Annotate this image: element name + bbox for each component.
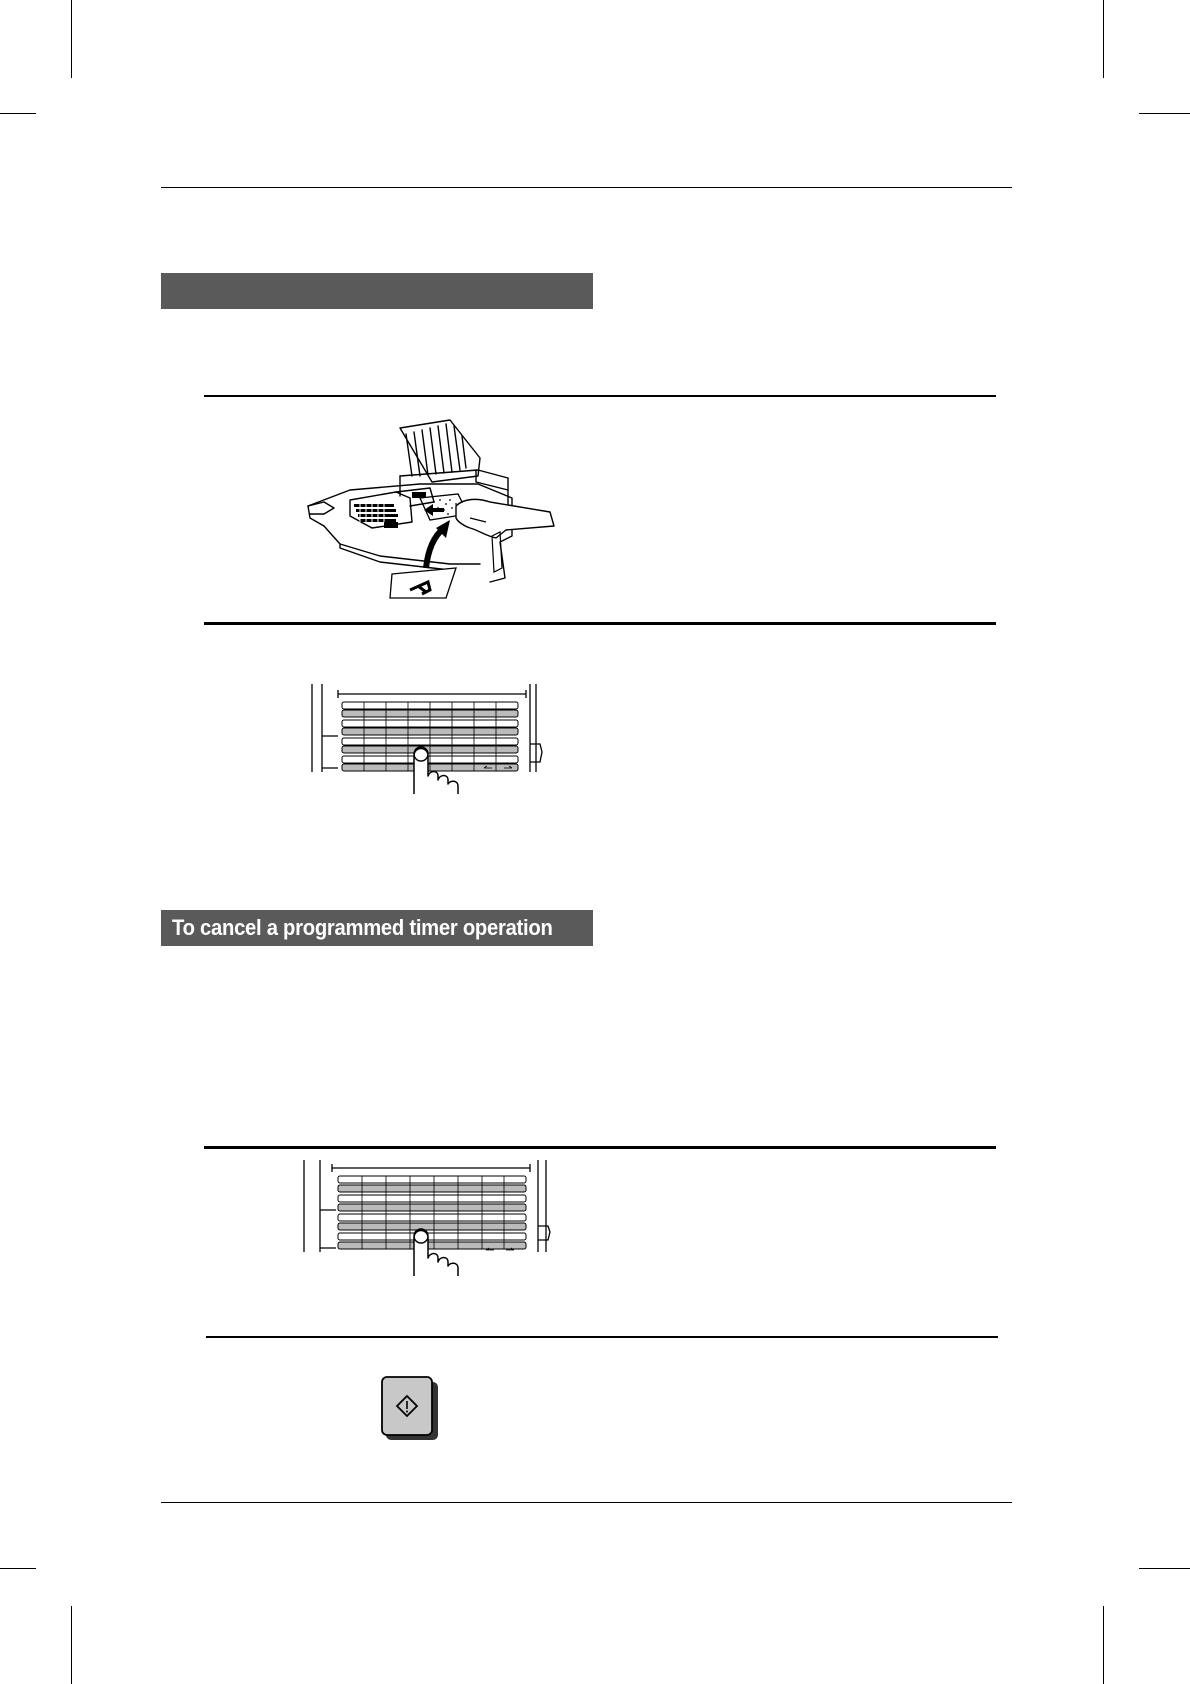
- crop-mark: [1103, 0, 1104, 78]
- crop-mark: [1139, 1568, 1190, 1569]
- step-rule: [204, 1146, 996, 1149]
- one-touch-keypad-press-1: [308, 682, 548, 794]
- one-touch-keypad-press-2: [300, 1158, 550, 1276]
- start-key[interactable]: [380, 1374, 442, 1444]
- section-header-bar-cancel: [161, 910, 593, 946]
- step-rule: [204, 395, 996, 397]
- step-rule: [204, 622, 996, 625]
- crop-mark: [1103, 1606, 1104, 1684]
- document-loading-illustration: [300, 418, 560, 608]
- crop-mark: [1139, 113, 1190, 114]
- crop-mark: [0, 113, 36, 114]
- header-rule: [161, 187, 1012, 188]
- crop-mark: [0, 1568, 36, 1569]
- section-header-bar: [161, 273, 593, 309]
- crop-mark: [71, 0, 72, 78]
- step-rule: [206, 1336, 998, 1338]
- crop-mark: [71, 1606, 72, 1684]
- footer-rule: [161, 1502, 1012, 1503]
- section-header-title: To cancel a programmed timer operation: [172, 915, 553, 940]
